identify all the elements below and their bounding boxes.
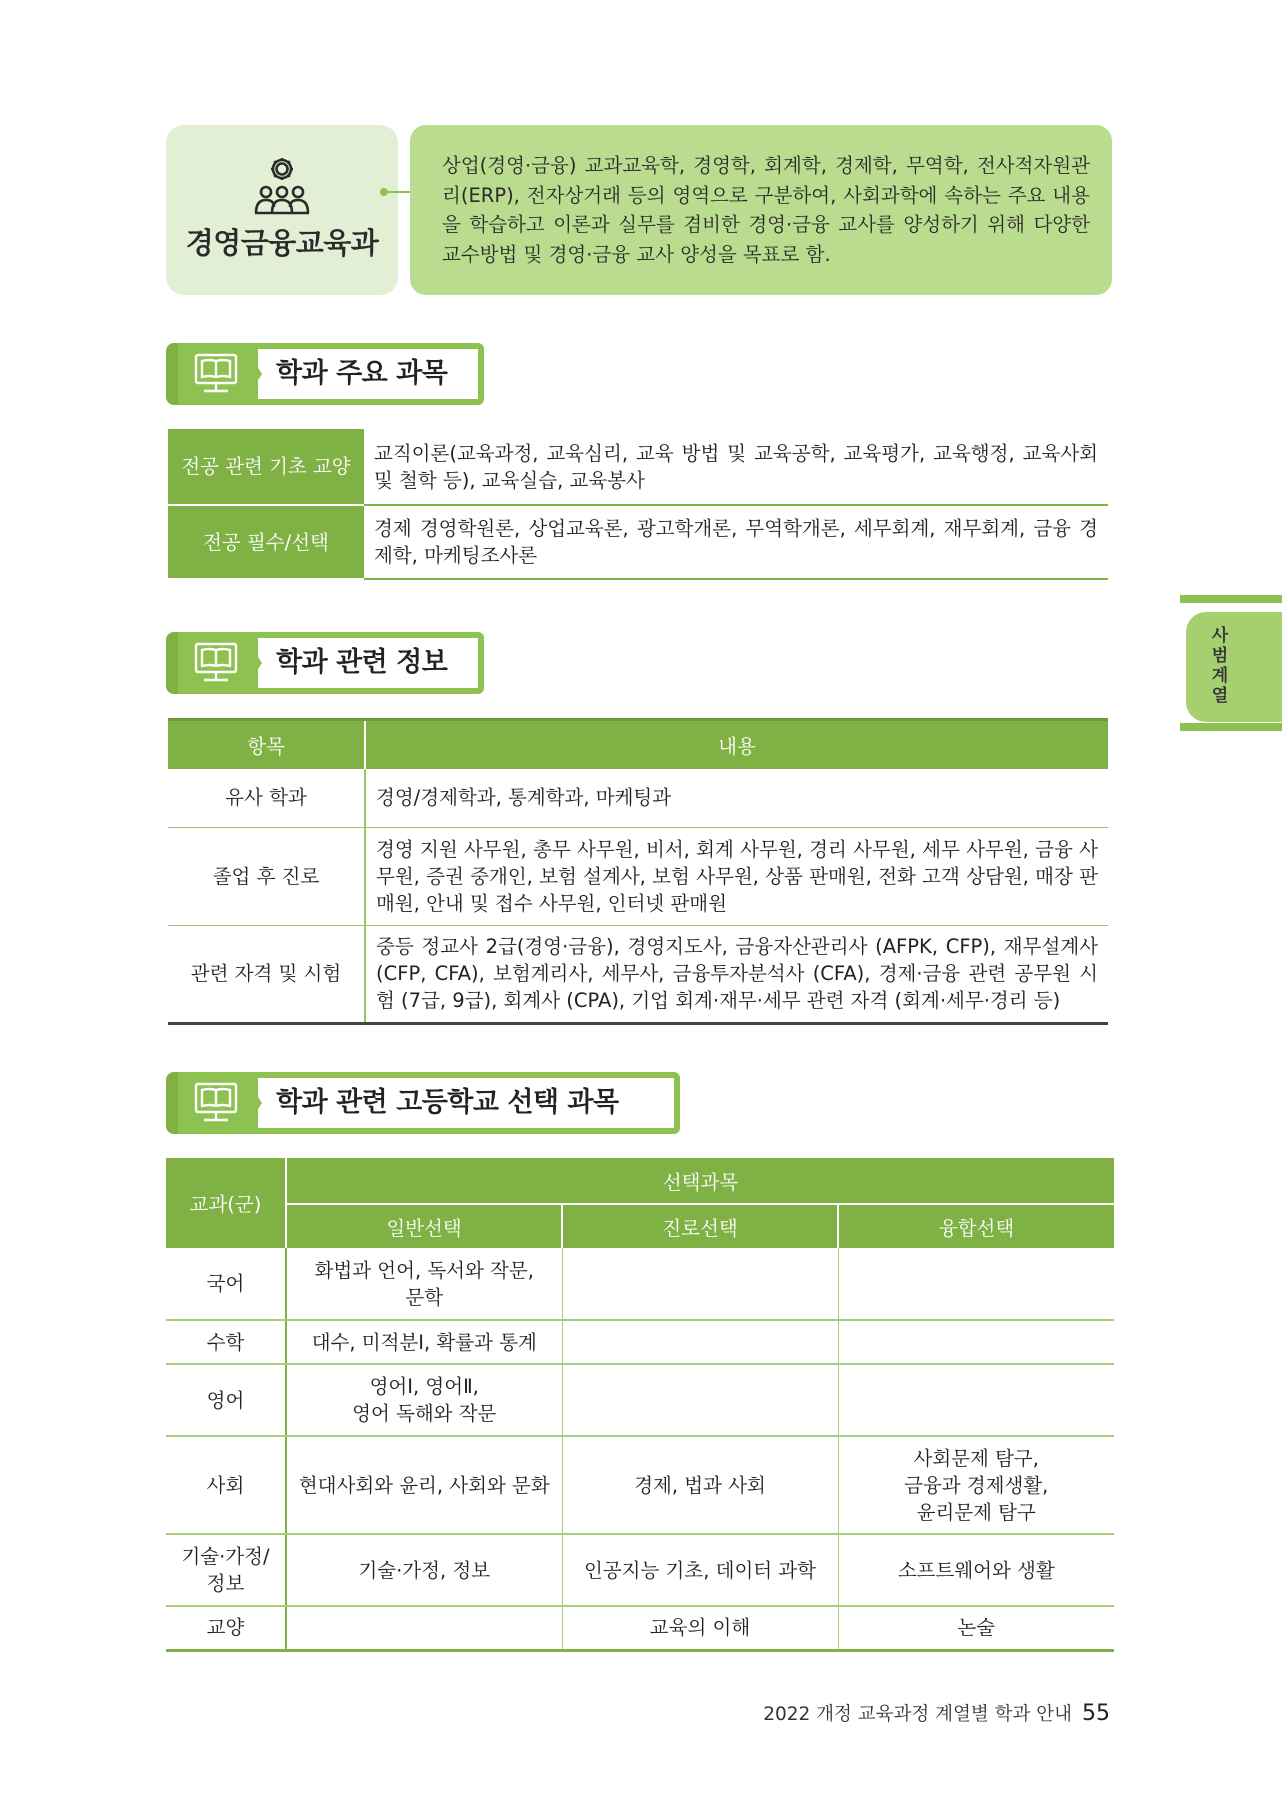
row-label: 전공 필수/선택 xyxy=(168,505,364,579)
fusion-cell: 사회문제 탐구, 금융과 경제생활, 윤리문제 탐구 xyxy=(838,1436,1114,1534)
side-tab-label xyxy=(1205,626,1235,706)
gear-people-icon xyxy=(252,155,312,217)
department-card xyxy=(166,125,398,295)
header-content: 내용 xyxy=(365,720,1108,770)
main-courses-table xyxy=(168,429,1108,580)
career-cell xyxy=(562,1364,838,1436)
footer-text: 2022 개정 교육과정 계열별 학과 안내 xyxy=(763,1704,1072,1725)
section-heading-related-info xyxy=(166,632,484,694)
table-row xyxy=(166,1364,1114,1436)
general-cell: 화법과 언어, 독서와 작문, 문학 xyxy=(286,1248,562,1320)
row-value: 경제 경영학원론, 상업교육론, 광고학개론, 무역학개론, 세무회계, 재무회계, 금융 경제학, 마케팅조사론 xyxy=(364,505,1108,579)
section-title: 학과 관련 정보 xyxy=(276,647,448,678)
fusion-cell: 소프트웨어와 생활 xyxy=(838,1534,1114,1606)
row-key: 관련 자격 및 시험 xyxy=(168,925,365,1023)
fusion-cell xyxy=(838,1320,1114,1364)
general-cell: 기술·가정, 정보 xyxy=(286,1534,562,1606)
general-cell: 대수, 미적분Ⅰ, 확률과 통계 xyxy=(286,1320,562,1364)
header-fusion: 융합선택 xyxy=(838,1204,1114,1248)
subject-cell: 교양 xyxy=(166,1606,286,1650)
general-cell: 현대사회와 윤리, 사회와 문화 xyxy=(286,1436,562,1534)
side-tab-top-bar xyxy=(1180,595,1282,603)
department-name: 경영금융교육과 xyxy=(185,226,379,260)
table-row xyxy=(168,925,1108,1023)
book-monitor-icon xyxy=(186,638,248,688)
header-general: 일반선택 xyxy=(286,1204,562,1248)
section-heading-hs-courses xyxy=(166,1072,680,1134)
fusion-cell: 논술 xyxy=(838,1606,1114,1650)
row-key: 졸업 후 진로 xyxy=(168,827,365,925)
table-row xyxy=(166,1606,1114,1650)
table-row xyxy=(168,505,1108,579)
row-label: 전공 관련 기초 교양 xyxy=(168,429,364,505)
career-cell xyxy=(562,1248,838,1320)
subject-cell: 수학 xyxy=(166,1320,286,1364)
subject-cell: 국어 xyxy=(166,1248,286,1320)
related-info-table xyxy=(168,718,1108,1025)
page-number: 55 xyxy=(1082,1701,1110,1726)
header-group: 선택과목 xyxy=(286,1158,1114,1204)
header-career: 진로선택 xyxy=(562,1204,838,1248)
row-value: 교직이론(교육과정, 교육심리, 교육 방법 및 교육공학, 교육평가, 교육행정, 교육사회 및 철학 등), 교육실습, 교육봉사 xyxy=(364,429,1108,505)
table-row xyxy=(166,1534,1114,1606)
table-row xyxy=(166,1436,1114,1534)
table-header-row xyxy=(168,720,1108,770)
hs-courses-table xyxy=(166,1158,1114,1652)
career-cell xyxy=(562,1320,838,1364)
side-tab-char: 사 xyxy=(1211,626,1229,646)
book-monitor-icon xyxy=(186,1078,248,1128)
career-cell: 인공지능 기초, 데이터 과학 xyxy=(562,1534,838,1606)
table-header-row xyxy=(166,1204,1114,1248)
subject-cell: 사회 xyxy=(166,1436,286,1534)
book-monitor-icon xyxy=(186,349,248,399)
footer xyxy=(763,1700,1110,1726)
table-row xyxy=(168,769,1108,827)
subject-cell: 영어 xyxy=(166,1364,286,1436)
side-tab-char: 열 xyxy=(1211,686,1229,706)
section-heading-main-courses xyxy=(166,343,484,405)
career-cell: 경제, 법과 사회 xyxy=(562,1436,838,1534)
table-row xyxy=(166,1248,1114,1320)
table-header-row xyxy=(166,1158,1114,1204)
section-title: 학과 주요 과목 xyxy=(276,358,448,389)
side-tab-char: 계 xyxy=(1211,666,1229,686)
row-value: 경영 지원 사무원, 총무 사무원, 비서, 회계 사무원, 경리 사무원, 세무 사무원, 금융 사무원, 증권 중개인, 보험 설계사, 보험 사무원, 상품 판매원, 전화 고객 상담원, 매장 판매원, 안내 및 접수 사무원, 인터넷 판매원 xyxy=(365,827,1108,925)
side-tab-char: 범 xyxy=(1211,646,1229,666)
header-subject: 교과(군) xyxy=(166,1158,286,1248)
side-tab-bottom-bar xyxy=(1180,723,1282,731)
row-value: 중등 정교사 2급(경영·금융), 경영지도사, 금융자산관리사 (AFPK, CFP), 재무설계사(CFP, CFA), 보험계리사, 세무사, 금융투자분석사 (CFA), 경제·금융 관련 공무원 시험 (7급, 9급), 회계사 (CPA), 기업 회계·재무·세무 관련 자격 (회계·세무·경리 등) xyxy=(365,925,1108,1023)
general-cell: 영어Ⅰ, 영어Ⅱ, 영어 독해와 작문 xyxy=(286,1364,562,1436)
career-cell: 교육의 이해 xyxy=(562,1606,838,1650)
department-description: 상업(경영·금융) 교과교육학, 경영학, 회계학, 경제학, 무역학, 전사적자원관리(ERP), 전자상거래 등의 영역으로 구분하여, 사회과학에 속하는 주요 내용을 학습하고 이론과 실무를 겸비한 경영·금융 교사를 양성하기 위해 다양한 교수방법 및 경영·금융 교사 양성을 목표로 함. xyxy=(410,125,1112,295)
table-row xyxy=(166,1320,1114,1364)
header-item: 항목 xyxy=(168,720,365,770)
fusion-cell xyxy=(838,1248,1114,1320)
subject-cell: 기술·가정/ 정보 xyxy=(166,1534,286,1606)
general-cell xyxy=(286,1606,562,1650)
table-row xyxy=(168,429,1108,505)
fusion-cell xyxy=(838,1364,1114,1436)
section-title: 학과 관련 고등학교 선택 과목 xyxy=(276,1087,619,1118)
table-row xyxy=(168,827,1108,925)
row-value: 경영/경제학과, 통계학과, 마케팅과 xyxy=(365,769,1108,827)
row-key: 유사 학과 xyxy=(168,769,365,827)
